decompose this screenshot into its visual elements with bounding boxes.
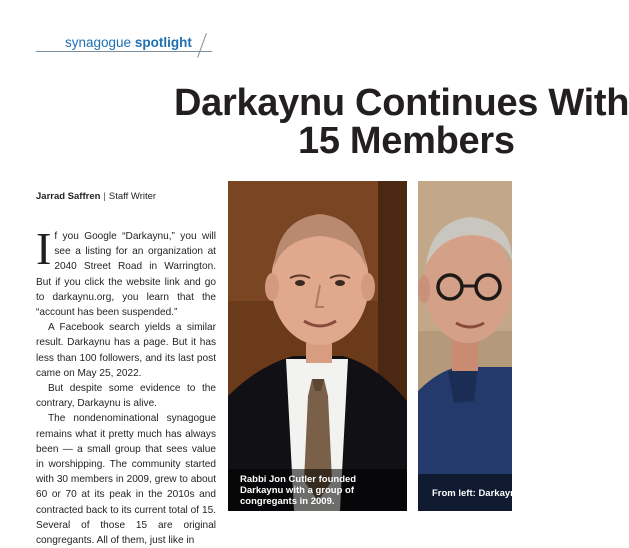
author-role: Staff Writer [108,191,157,202]
photo-caption: Rabbi Jon Cutler founded Darkaynu with a group of congregants in 2009. [228,469,407,511]
byline [36,191,156,202]
photo-group [418,181,522,511]
photo-rabbi [228,181,407,511]
article-body [36,223,216,548]
paragraph: A Facebook search yields a similar result. Darkaynu has a page. But it has less than 100 followers, and its last post came on May 25, 2022. [36,322,216,379]
headline [174,82,629,164]
author-name: Jarrad Saffren [36,191,101,202]
drop-cap: I [36,223,52,274]
photo-caption: From left: Darkaynu [418,474,512,511]
paragraph [36,223,216,320]
rabbi-portrait-illustration [228,181,407,511]
headline-line-1: Darkaynu Continues With [174,82,629,124]
headline-line-2: 15 Members [298,120,515,162]
section-label: synagogue [65,35,132,50]
group-portrait-illustration [418,181,512,511]
paragraph-text: f you Google “Darkaynu,” you will see a listing for an organization at 2040 Street Road in Warrington. But if you click the website link and go to darkaynu.org, you learn that the “account has been suspended.” [36,231,216,319]
section-highlight: spotlight [134,35,192,50]
section-rule-slash [197,33,207,58]
section-rule [36,51,212,52]
paragraph: The nondenominational synagogue remains what it pretty much has always been — a small group that sees value in worshipping. The community started with 30 members in 2009, grew to about 60 or 70 at its peak in the 2010s and contracted back to its current total of 15. Several of those 15 are original congregants. All of them, just like in [36,413,216,547]
byline-separator: | [103,191,106,202]
section-kicker [65,35,192,50]
paragraph: But despite some evidence to the contrary, Darkaynu is alive. [36,383,216,410]
